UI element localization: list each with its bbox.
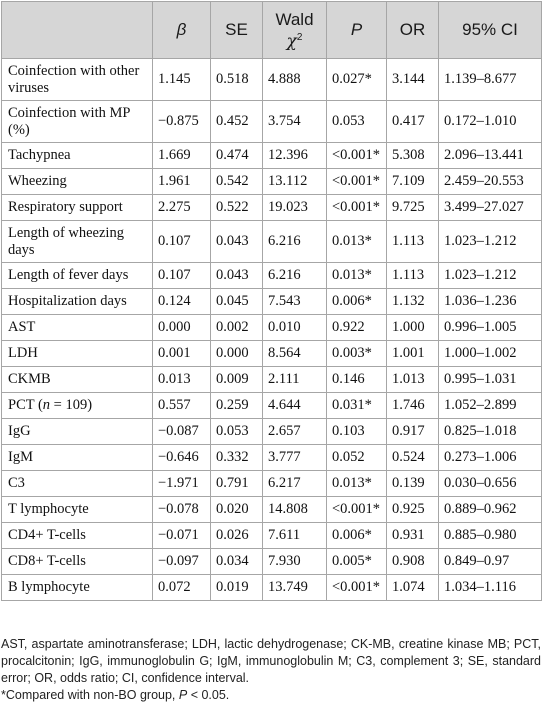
cell-beta: 2.275: [153, 195, 211, 221]
cell-beta: 0.107: [153, 263, 211, 289]
header-ci: 95% CI: [439, 2, 542, 59]
cell-ci: 1.139–8.677: [439, 59, 542, 101]
cell-p: <0.001*: [327, 195, 387, 221]
cell-wald: 6.216: [263, 221, 327, 263]
header-se: SE: [211, 2, 263, 59]
header-wald-sup: 2: [296, 31, 303, 43]
table-row: [2, 575, 542, 601]
row-label: Length of wheezing days: [2, 221, 153, 263]
results-table-container: [1, 1, 541, 601]
header-variable: [2, 2, 153, 59]
cell-or: 0.931: [387, 523, 439, 549]
cell-or: 1.001: [387, 341, 439, 367]
cell-or: 0.139: [387, 471, 439, 497]
row-label: [2, 393, 153, 419]
row-label: Tachypnea: [2, 143, 153, 169]
cell-wald: 13.749: [263, 575, 327, 601]
cell-beta: 0.107: [153, 221, 211, 263]
cell-p: <0.001*: [327, 169, 387, 195]
footnote-significance-post: < 0.05.: [187, 688, 230, 702]
cell-se: 0.474: [211, 143, 263, 169]
cell-p: 0.031*: [327, 393, 387, 419]
table-row: [2, 101, 542, 143]
cell-se: 0.002: [211, 315, 263, 341]
cell-p: 0.922: [327, 315, 387, 341]
cell-wald: 12.396: [263, 143, 327, 169]
cell-se: 0.522: [211, 195, 263, 221]
cell-ci: 0.889–0.962: [439, 497, 542, 523]
cell-beta: −0.646: [153, 445, 211, 471]
cell-or: 1.013: [387, 367, 439, 393]
header-row: [2, 2, 542, 59]
cell-ci: 0.030–0.656: [439, 471, 542, 497]
cell-beta: −0.078: [153, 497, 211, 523]
table-row: [2, 419, 542, 445]
cell-wald: 0.010: [263, 315, 327, 341]
cell-p: 0.013*: [327, 263, 387, 289]
cell-beta: 0.557: [153, 393, 211, 419]
cell-p: 0.006*: [327, 523, 387, 549]
cell-p: 0.053: [327, 101, 387, 143]
header-wald-text: Wald: [275, 9, 314, 29]
cell-p: 0.146: [327, 367, 387, 393]
cell-or: 1.113: [387, 263, 439, 289]
footnote-significance-p: P: [178, 688, 188, 702]
cell-se: 0.332: [211, 445, 263, 471]
footnote-significance-pre: *Compared with non-BO group,: [1, 688, 179, 702]
cell-ci: 3.499–27.027: [439, 195, 542, 221]
cell-beta: −0.875: [153, 101, 211, 143]
row-label-n: n: [42, 397, 51, 413]
cell-or: 1.113: [387, 221, 439, 263]
cell-wald: 14.808: [263, 497, 327, 523]
cell-wald: 3.777: [263, 445, 327, 471]
cell-ci: 1.034–1.116: [439, 575, 542, 601]
header-p: P: [327, 2, 387, 59]
cell-p: 0.027*: [327, 59, 387, 101]
cell-ci: 1.052–2.899: [439, 393, 542, 419]
table-row: [2, 445, 542, 471]
cell-beta: −0.097: [153, 549, 211, 575]
header-wald: [263, 2, 327, 59]
cell-p: 0.013*: [327, 221, 387, 263]
table-row: [2, 471, 542, 497]
cell-wald: 8.564: [263, 341, 327, 367]
cell-or: 0.925: [387, 497, 439, 523]
cell-beta: 1.961: [153, 169, 211, 195]
cell-wald: 6.216: [263, 263, 327, 289]
cell-or: 0.417: [387, 101, 439, 143]
cell-ci: 1.023–1.212: [439, 221, 542, 263]
cell-ci: 2.459–20.553: [439, 169, 542, 195]
cell-or: 1.000: [387, 315, 439, 341]
cell-wald: 4.644: [263, 393, 327, 419]
row-label: IgG: [2, 419, 153, 445]
row-label: LDH: [2, 341, 153, 367]
cell-ci: 0.273–1.006: [439, 445, 542, 471]
cell-or: 3.144: [387, 59, 439, 101]
cell-or: 9.725: [387, 195, 439, 221]
cell-wald: 6.217: [263, 471, 327, 497]
cell-se: 0.020: [211, 497, 263, 523]
cell-or: 0.917: [387, 419, 439, 445]
cell-beta: 1.669: [153, 143, 211, 169]
cell-beta: 0.000: [153, 315, 211, 341]
cell-ci: 1.023–1.212: [439, 263, 542, 289]
cell-se: 0.791: [211, 471, 263, 497]
cell-wald: 4.888: [263, 59, 327, 101]
cell-beta: 0.124: [153, 289, 211, 315]
cell-ci: 0.825–1.018: [439, 419, 542, 445]
cell-se: 0.043: [211, 221, 263, 263]
cell-p: <0.001*: [327, 575, 387, 601]
cell-se: 0.026: [211, 523, 263, 549]
cell-ci: 0.995–1.031: [439, 367, 542, 393]
table-row: [2, 497, 542, 523]
table-row: [2, 341, 542, 367]
cell-se: 0.518: [211, 59, 263, 101]
table-footnotes: [1, 636, 541, 704]
cell-se: 0.452: [211, 101, 263, 143]
table-row: [2, 221, 542, 263]
cell-or: 5.308: [387, 143, 439, 169]
cell-se: 0.043: [211, 263, 263, 289]
cell-p: <0.001*: [327, 497, 387, 523]
cell-se: 0.009: [211, 367, 263, 393]
cell-wald: 2.657: [263, 419, 327, 445]
header-beta: β: [153, 2, 211, 59]
cell-p: 0.052: [327, 445, 387, 471]
cell-se: 0.000: [211, 341, 263, 367]
cell-or: 7.109: [387, 169, 439, 195]
cell-p: 0.013*: [327, 471, 387, 497]
cell-ci: 0.849–0.97: [439, 549, 542, 575]
row-label: Coinfection with other viruses: [2, 59, 153, 101]
cell-or: 1.746: [387, 393, 439, 419]
table-row: [2, 59, 542, 101]
cell-wald: 2.111: [263, 367, 327, 393]
cell-ci: 1.000–1.002: [439, 341, 542, 367]
row-label: Length of fever days: [2, 263, 153, 289]
cell-beta: −1.971: [153, 471, 211, 497]
cell-p: 0.103: [327, 419, 387, 445]
cell-se: 0.542: [211, 169, 263, 195]
table-body: [2, 59, 542, 601]
table-row: [2, 367, 542, 393]
cell-beta: −0.071: [153, 523, 211, 549]
row-label-post: = 109): [50, 397, 93, 413]
row-label: T lymphocyte: [2, 497, 153, 523]
table-header: [2, 2, 542, 59]
cell-beta: 1.145: [153, 59, 211, 101]
cell-or: 0.908: [387, 549, 439, 575]
cell-wald: 7.930: [263, 549, 327, 575]
row-label: Respiratory support: [2, 195, 153, 221]
cell-p: 0.003*: [327, 341, 387, 367]
row-label: CKMB: [2, 367, 153, 393]
cell-beta: 0.072: [153, 575, 211, 601]
table-row: [2, 393, 542, 419]
row-label: Hospitalization days: [2, 289, 153, 315]
table-row: [2, 315, 542, 341]
cell-or: 1.074: [387, 575, 439, 601]
cell-beta: 0.001: [153, 341, 211, 367]
row-label: Wheezing: [2, 169, 153, 195]
cell-se: 0.034: [211, 549, 263, 575]
cell-wald: 7.611: [263, 523, 327, 549]
footnote-significance: [1, 687, 541, 704]
row-label: Coinfection with MP (%): [2, 101, 153, 143]
row-label: B lymphocyte: [2, 575, 153, 601]
cell-p: 0.005*: [327, 549, 387, 575]
table-row: [2, 195, 542, 221]
cell-p: 0.006*: [327, 289, 387, 315]
cell-wald: 3.754: [263, 101, 327, 143]
row-label: CD4+ T-cells: [2, 523, 153, 549]
row-label: C3: [2, 471, 153, 497]
cell-ci: 1.036–1.236: [439, 289, 542, 315]
table-row: [2, 289, 542, 315]
table-row: [2, 523, 542, 549]
cell-ci: 2.096–13.441: [439, 143, 542, 169]
table-row: [2, 263, 542, 289]
cell-or: 1.132: [387, 289, 439, 315]
cell-se: 0.053: [211, 419, 263, 445]
table-row: [2, 169, 542, 195]
header-wald-chi: χ: [286, 31, 297, 52]
cell-or: 0.524: [387, 445, 439, 471]
cell-beta: −0.087: [153, 419, 211, 445]
cell-se: 0.259: [211, 393, 263, 419]
row-label: AST: [2, 315, 153, 341]
cell-se: 0.045: [211, 289, 263, 315]
header-or: OR: [387, 2, 439, 59]
row-label: IgM: [2, 445, 153, 471]
row-label-pre: PCT (: [8, 397, 43, 413]
cell-ci: 0.172–1.010: [439, 101, 542, 143]
cell-ci: 0.885–0.980: [439, 523, 542, 549]
table-row: [2, 143, 542, 169]
table-row: [2, 549, 542, 575]
cell-ci: 0.996–1.005: [439, 315, 542, 341]
cell-p: <0.001*: [327, 143, 387, 169]
logistic-regression-table: [1, 1, 542, 601]
footnote-abbreviations: AST, aspartate aminotransferase; LDH, lactic dehydrogenase; CK-MB, creatine kinase MB; PCT, procalcitonin; IgG, immunoglobulin G; IgM, immunoglobulin M; C3, complement 3; SE, standard error; OR, odds ratio; CI, confidence interval.: [1, 637, 541, 685]
cell-beta: 0.013: [153, 367, 211, 393]
cell-wald: 19.023: [263, 195, 327, 221]
cell-se: 0.019: [211, 575, 263, 601]
cell-wald: 13.112: [263, 169, 327, 195]
row-label: CD8+ T-cells: [2, 549, 153, 575]
cell-wald: 7.543: [263, 289, 327, 315]
